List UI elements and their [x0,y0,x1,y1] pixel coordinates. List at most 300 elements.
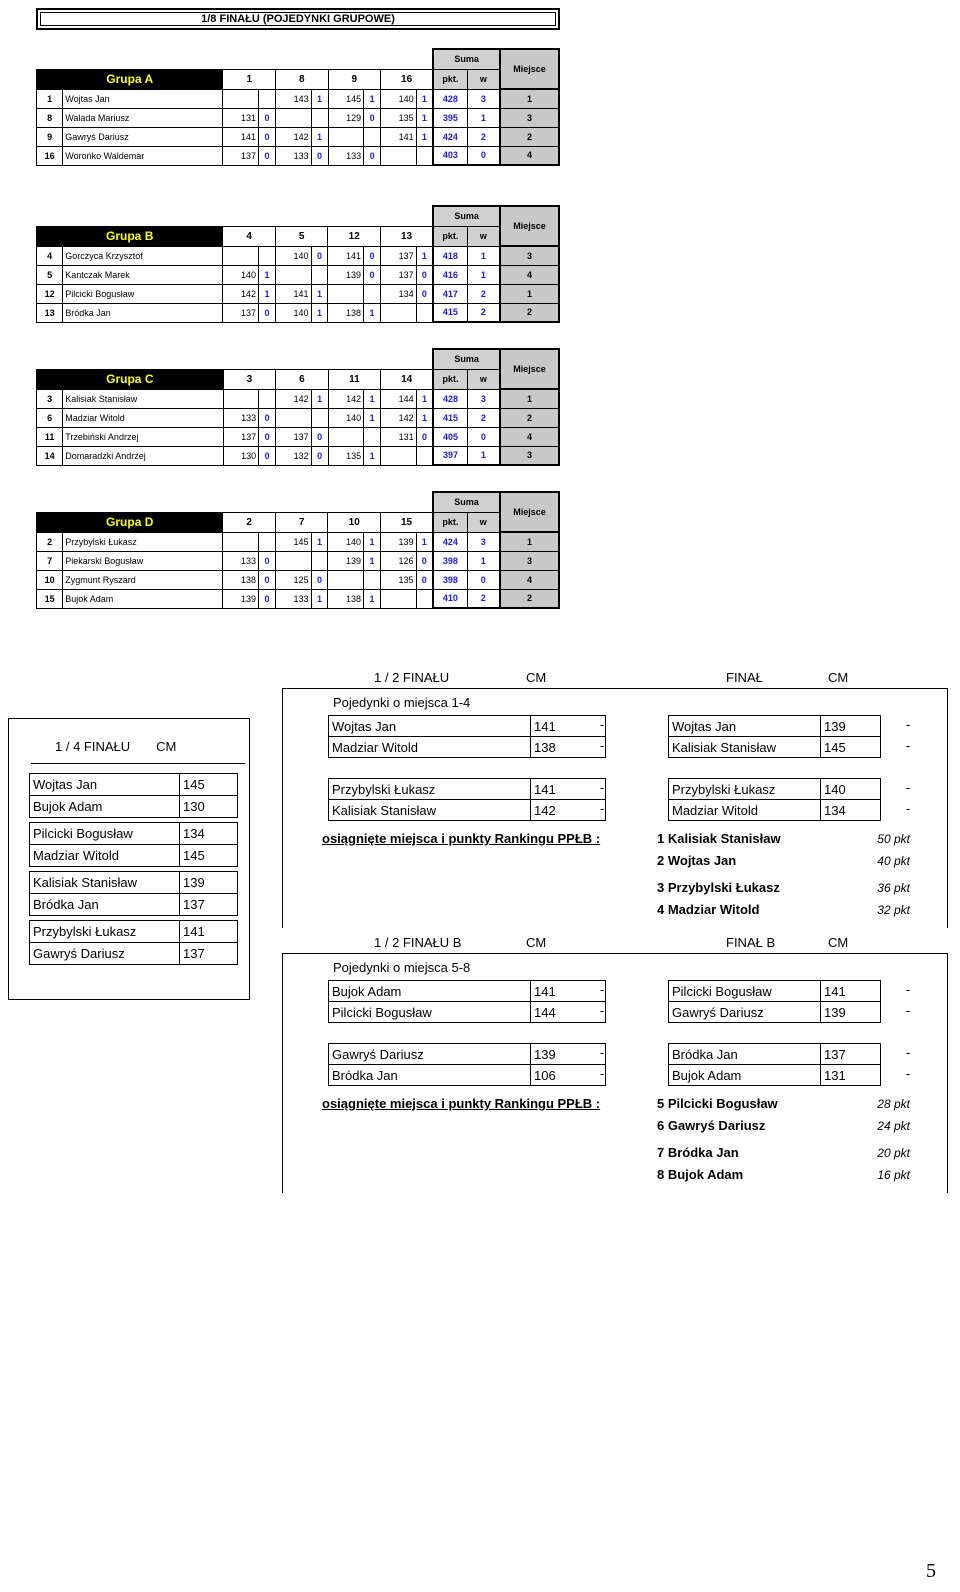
match-score: 132 [276,446,312,465]
final-player-score: 140 [821,779,881,800]
match-win: 1 [416,127,433,146]
total-wins: 0 [467,146,500,165]
qf-player-name: Gawryś Dariusz [30,943,180,965]
player-row [37,427,560,446]
total-wins: 0 [467,427,500,446]
opponent-seed-header: 13 [381,226,434,246]
final-dash: - [906,780,911,795]
final-dash: - [906,738,911,753]
match-score: 140 [381,89,417,108]
match-score: 142 [328,389,364,408]
final-player-row [669,1002,881,1023]
player-name: Walada Mariusz [63,108,223,127]
match-win: 0 [259,551,276,570]
total-wins: 1 [467,108,500,127]
match-win: 1 [311,303,328,322]
final-player-score: 139 [821,716,881,737]
final-dash: - [906,1003,911,1018]
ranking-place: 5 Pilcicki Bogusław [657,1096,778,1111]
place: 4 [500,146,559,165]
match-win [311,265,328,284]
match-score [381,446,417,465]
qf-player-name: Madziar Witold [30,845,180,867]
match-score [223,389,259,408]
player-row [37,532,560,551]
qf-player-name: Bródka Jan [30,894,180,916]
match-score: 139 [380,532,416,551]
player-name: Domaradzki Andrzej [63,446,223,465]
semi-player-score: 106 [531,1065,606,1086]
match-score: 135 [381,108,417,127]
match-score: 142 [276,127,312,146]
miejsce-header: Miejsce [500,349,559,389]
match-score: 142 [276,389,312,408]
match-win [311,408,328,427]
final-cm: CM [828,935,849,950]
player-row [37,146,560,165]
qf-player-row [30,943,238,965]
player-seed: 13 [37,303,63,322]
place: 1 [500,532,559,551]
semi-player-name: Gawryś Dariusz [329,1044,531,1065]
opponent-seed-header: 7 [275,512,328,532]
qf-player-score: 139 [180,872,238,894]
final-player-row [669,1065,881,1086]
place: 2 [500,408,559,427]
player-seed: 5 [37,265,63,284]
final-dash: - [906,982,911,997]
player-name: Gawryś Dariusz [63,127,223,146]
player-seed: 9 [37,127,63,146]
final-cm: CM [828,670,849,685]
total-wins: 0 [467,570,500,589]
total-wins: 3 [467,89,500,108]
qf-player-name: Przybylski Łukasz [30,921,180,943]
player-seed: 15 [37,589,63,608]
semi-player-score: 141 [531,779,606,800]
match-score: 131 [223,108,259,127]
player-row [37,284,560,303]
match-score: 143 [276,89,312,108]
place: 2 [500,303,559,322]
semi-pair [328,715,606,758]
match-score: 138 [328,589,364,608]
match-win: 1 [364,532,381,551]
match-win [311,108,328,127]
semi-player-row [329,716,606,737]
ranking-points: 28 pkt [877,1097,910,1111]
semi-cm: CM [526,670,547,685]
qf-player-score: 141 [180,921,238,943]
final-player-row [669,800,881,821]
match-score: 145 [275,532,311,551]
player-seed: 7 [37,551,63,570]
place: 3 [500,551,559,570]
player-name: Kalisiak Stanisław [63,389,223,408]
column-header-row [37,369,560,389]
quarter-final-title: 1 / 4 FINAŁU [55,739,131,754]
match-score: 140 [223,265,259,284]
match-win [311,551,328,570]
opponent-seed-header: 1 [223,69,276,89]
player-name: Pilcicki Bogusław [63,284,223,303]
semi-pair [328,1043,606,1086]
match-win: 0 [259,146,276,165]
match-win: 1 [311,532,328,551]
place: 3 [500,446,559,465]
final-player-row [669,737,881,758]
pkt-header: pkt. [433,69,467,89]
group-grid [36,491,560,609]
semi-player-row [329,800,606,821]
column-header-row [37,512,560,532]
final-player-name: Kalisiak Stanisław [669,737,821,758]
qf-player-row [30,921,238,943]
match-score: 140 [328,408,364,427]
ranking-points: 20 pkt [877,1146,910,1160]
semi-player-name: Kalisiak Stanisław [329,800,531,821]
match-win: 1 [364,303,381,322]
qf-player-row [30,872,238,894]
suma-row [37,492,560,512]
total-points: 405 [433,427,467,446]
total-wins: 2 [467,589,500,608]
place: 4 [500,570,559,589]
match-score [275,265,311,284]
match-win: 1 [364,551,381,570]
w-header: w [467,226,500,246]
place: 2 [500,127,559,146]
match-score: 125 [275,570,311,589]
total-points: 398 [433,570,467,589]
semi-dash: - [600,1003,605,1018]
final-heading: FINAŁ [726,670,763,685]
ranking-points: 32 pkt [877,903,910,917]
miejsce-header: Miejsce [500,49,559,89]
group-grid [36,348,560,466]
opponent-seed-header: 4 [223,226,276,246]
match-score: 137 [381,265,417,284]
opponent-seed-header: 2 [223,512,276,532]
player-seed: 14 [37,446,63,465]
page-title: 1/8 FINAŁU (POJEDYNKI GRUPOWE) [36,8,560,30]
match-win: 0 [259,446,276,465]
final-pair [668,980,881,1023]
match-win: 0 [311,246,328,265]
total-wins: 1 [467,446,500,465]
ranking-caption: osiągnięte miejsca i punkty Rankingu PPŁB : [322,1096,601,1111]
ranking-place: 2 Wojtas Jan [657,853,737,868]
suma-row [37,349,560,369]
heading-underline [282,688,614,689]
ranking-points: 40 pkt [877,854,910,868]
match-score: 137 [223,146,259,165]
match-win: 1 [364,89,381,108]
place: 1 [500,284,559,303]
total-points: 424 [433,532,467,551]
final-player-name: Pilcicki Bogusław [669,981,821,1002]
ranking-place: 7 Bródka Jan [657,1145,739,1160]
final-player-name: Wojtas Jan [669,716,821,737]
match-win: 0 [258,303,275,322]
suma-row [37,49,560,69]
total-wins: 1 [467,551,500,570]
opponent-seed-header: 15 [380,512,433,532]
player-name: Przybylski Łukasz [63,532,223,551]
player-row [37,127,560,146]
total-wins: 1 [467,246,500,265]
w-header: w [467,512,500,532]
player-row [37,589,560,608]
qf-player-row [30,845,238,867]
qf-player-name: Bujok Adam [30,796,180,818]
total-points: 397 [433,446,467,465]
match-score: 141 [275,284,311,303]
semi-cm: CM [526,935,547,950]
group-name: Grupa B [37,226,223,246]
match-score [275,551,311,570]
semi-player-row [329,981,606,1002]
column-header-row [37,226,560,246]
opponent-seed-header: 12 [328,226,381,246]
qf-player-score: 134 [180,823,238,845]
match-win: 1 [364,408,381,427]
match-win: 1 [416,246,433,265]
player-seed: 16 [37,146,63,165]
match-win: 1 [311,89,328,108]
heading-underline [282,953,614,954]
player-name: Wojtas Jan [63,89,223,108]
qf-player-score: 130 [180,796,238,818]
opponent-seed-header: 16 [381,69,434,89]
ranking-points: 50 pkt [877,832,910,846]
suma-header: Suma [433,492,500,512]
total-points: 428 [433,389,467,408]
group-table [36,48,560,166]
match-score: 141 [381,127,417,146]
match-win: 1 [416,89,433,108]
player-seed: 4 [37,246,63,265]
blank-cell [37,49,434,69]
player-seed: 10 [37,570,63,589]
semi-player-name: Wojtas Jan [329,716,531,737]
opponent-seed-header: 5 [275,226,328,246]
qf-player-score: 137 [180,943,238,965]
place: 3 [500,246,559,265]
opponent-seed-header: 9 [328,69,381,89]
match-win: 0 [259,570,276,589]
semi-dash: - [600,1045,605,1060]
place: 4 [500,265,559,284]
suma-header: Suma [433,49,500,69]
player-name: Bródka Jan [63,303,223,322]
match-win: 0 [259,408,276,427]
match-win: 1 [416,532,433,551]
match-score: 135 [380,570,416,589]
ranking-points: 16 pkt [877,1168,910,1182]
match-win [259,389,276,408]
match-score [223,532,259,551]
player-name: Kantczak Marek [63,265,223,284]
match-win: 0 [311,570,328,589]
final-dash: - [906,801,911,816]
match-score: 129 [328,108,364,127]
total-points: 403 [433,146,467,165]
match-score: 144 [381,389,417,408]
total-points: 417 [433,284,467,303]
final-player-row [669,1044,881,1065]
player-row [37,108,560,127]
total-wins: 2 [467,284,500,303]
column-header-row [37,69,560,89]
match-win: 0 [416,570,433,589]
quarter-final-pair [29,773,238,818]
match-win: 0 [259,127,276,146]
match-win: 0 [416,284,433,303]
match-score: 139 [223,589,259,608]
total-points: 398 [433,551,467,570]
match-score [328,284,364,303]
player-seed: 3 [37,389,63,408]
player-row [37,408,560,427]
place: 1 [500,89,559,108]
miejsce-header: Miejsce [500,206,559,246]
final-player-row [669,981,881,1002]
semi-player-score: 138 [531,737,606,758]
suma-header: Suma [433,206,500,226]
ranking-caption: osiągnięte miejsca i punkty Rankingu PPŁB : [322,831,601,846]
player-row [37,389,560,408]
match-win [364,570,381,589]
qf-player-row [30,894,238,916]
match-score: 137 [381,246,417,265]
total-points: 410 [433,589,467,608]
final-pair [668,1043,881,1086]
qf-player-score: 145 [180,774,238,796]
semi-player-name: Pilcicki Bogusław [329,1002,531,1023]
semi-heading: 1 / 2 FINAŁU [374,670,450,685]
match-win: 1 [416,108,433,127]
match-win: 1 [311,127,328,146]
semi-pair [328,980,606,1023]
match-win: 1 [416,408,433,427]
ranking-points: 24 pkt [877,1119,910,1133]
player-name: Madziar Witold [63,408,223,427]
group-name: Grupa D [37,512,223,532]
semi-player-score: 141 [531,716,606,737]
total-wins: 3 [467,532,500,551]
player-name: Trzebiński Andrzej [63,427,223,446]
total-points: 428 [433,89,467,108]
ranking-place: 3 Przybylski Łukasz [657,880,780,895]
match-win: 1 [311,284,328,303]
final-player-score: 134 [821,800,881,821]
total-points: 395 [433,108,467,127]
total-points: 415 [433,303,467,322]
semi-player-row [329,1002,606,1023]
match-win: 1 [416,389,433,408]
match-score: 126 [380,551,416,570]
semi-player-score: 139 [531,1044,606,1065]
match-score: 139 [328,551,364,570]
opponent-seed-header: 3 [223,369,276,389]
match-win: 1 [364,446,381,465]
player-seed: 8 [37,108,63,127]
match-win: 0 [416,427,433,446]
semi-dash: - [600,780,605,795]
match-score: 141 [328,246,364,265]
match-win: 1 [258,284,275,303]
semi-player-row [329,1044,606,1065]
semi-player-score: 141 [531,981,606,1002]
match-score [223,89,259,108]
match-win [416,303,433,322]
match-score: 138 [328,303,364,322]
player-row [37,446,560,465]
match-score: 137 [223,427,259,446]
match-score [328,127,364,146]
match-score: 139 [328,265,364,284]
total-wins: 1 [467,265,500,284]
semi-dash: - [600,738,605,753]
semi-dash: - [600,717,605,732]
match-win: 0 [416,265,433,284]
match-win [258,246,275,265]
total-points: 415 [433,408,467,427]
semi-player-name: Przybylski Łukasz [329,779,531,800]
ranking-points: 36 pkt [877,881,910,895]
player-row [37,246,560,265]
match-score: 131 [381,427,417,446]
player-seed: 11 [37,427,63,446]
blank-cell [37,349,434,369]
match-score: 142 [223,284,259,303]
opponent-seed-header: 11 [328,369,381,389]
match-score [223,246,259,265]
player-name: Zygmunt Ryszard [63,570,223,589]
group-table [36,205,560,323]
ranking-place: 1 Kalisiak Stanisław [657,831,781,846]
group-grid [36,48,560,166]
match-win: 0 [311,146,328,165]
pkt-header: pkt. [433,512,467,532]
total-wins: 2 [467,303,500,322]
page-number: 5 [926,1560,936,1582]
final-player-score: 145 [821,737,881,758]
match-score: 138 [223,570,259,589]
qf-player-name: Pilcicki Bogusław [30,823,180,845]
opponent-seed-header: 6 [276,369,329,389]
ranking-place: 6 Gawryś Dariusz [657,1118,766,1133]
player-row [37,551,560,570]
match-score [328,427,364,446]
final-heading: FINAŁ B [726,935,776,950]
match-win: 0 [311,446,328,465]
semi-player-row [329,737,606,758]
quarter-final-pair [29,920,238,965]
match-win [416,146,433,165]
blank-cell [37,206,434,226]
match-win [259,532,276,551]
quarter-final-pair [29,871,238,916]
match-win: 0 [259,108,276,127]
final-player-score: 139 [821,1002,881,1023]
group-name: Grupa A [37,69,223,89]
player-row [37,570,560,589]
match-score: 141 [223,127,259,146]
semi-player-name: Bujok Adam [329,981,531,1002]
player-name: Gorczyca Krzysztof [63,246,223,265]
